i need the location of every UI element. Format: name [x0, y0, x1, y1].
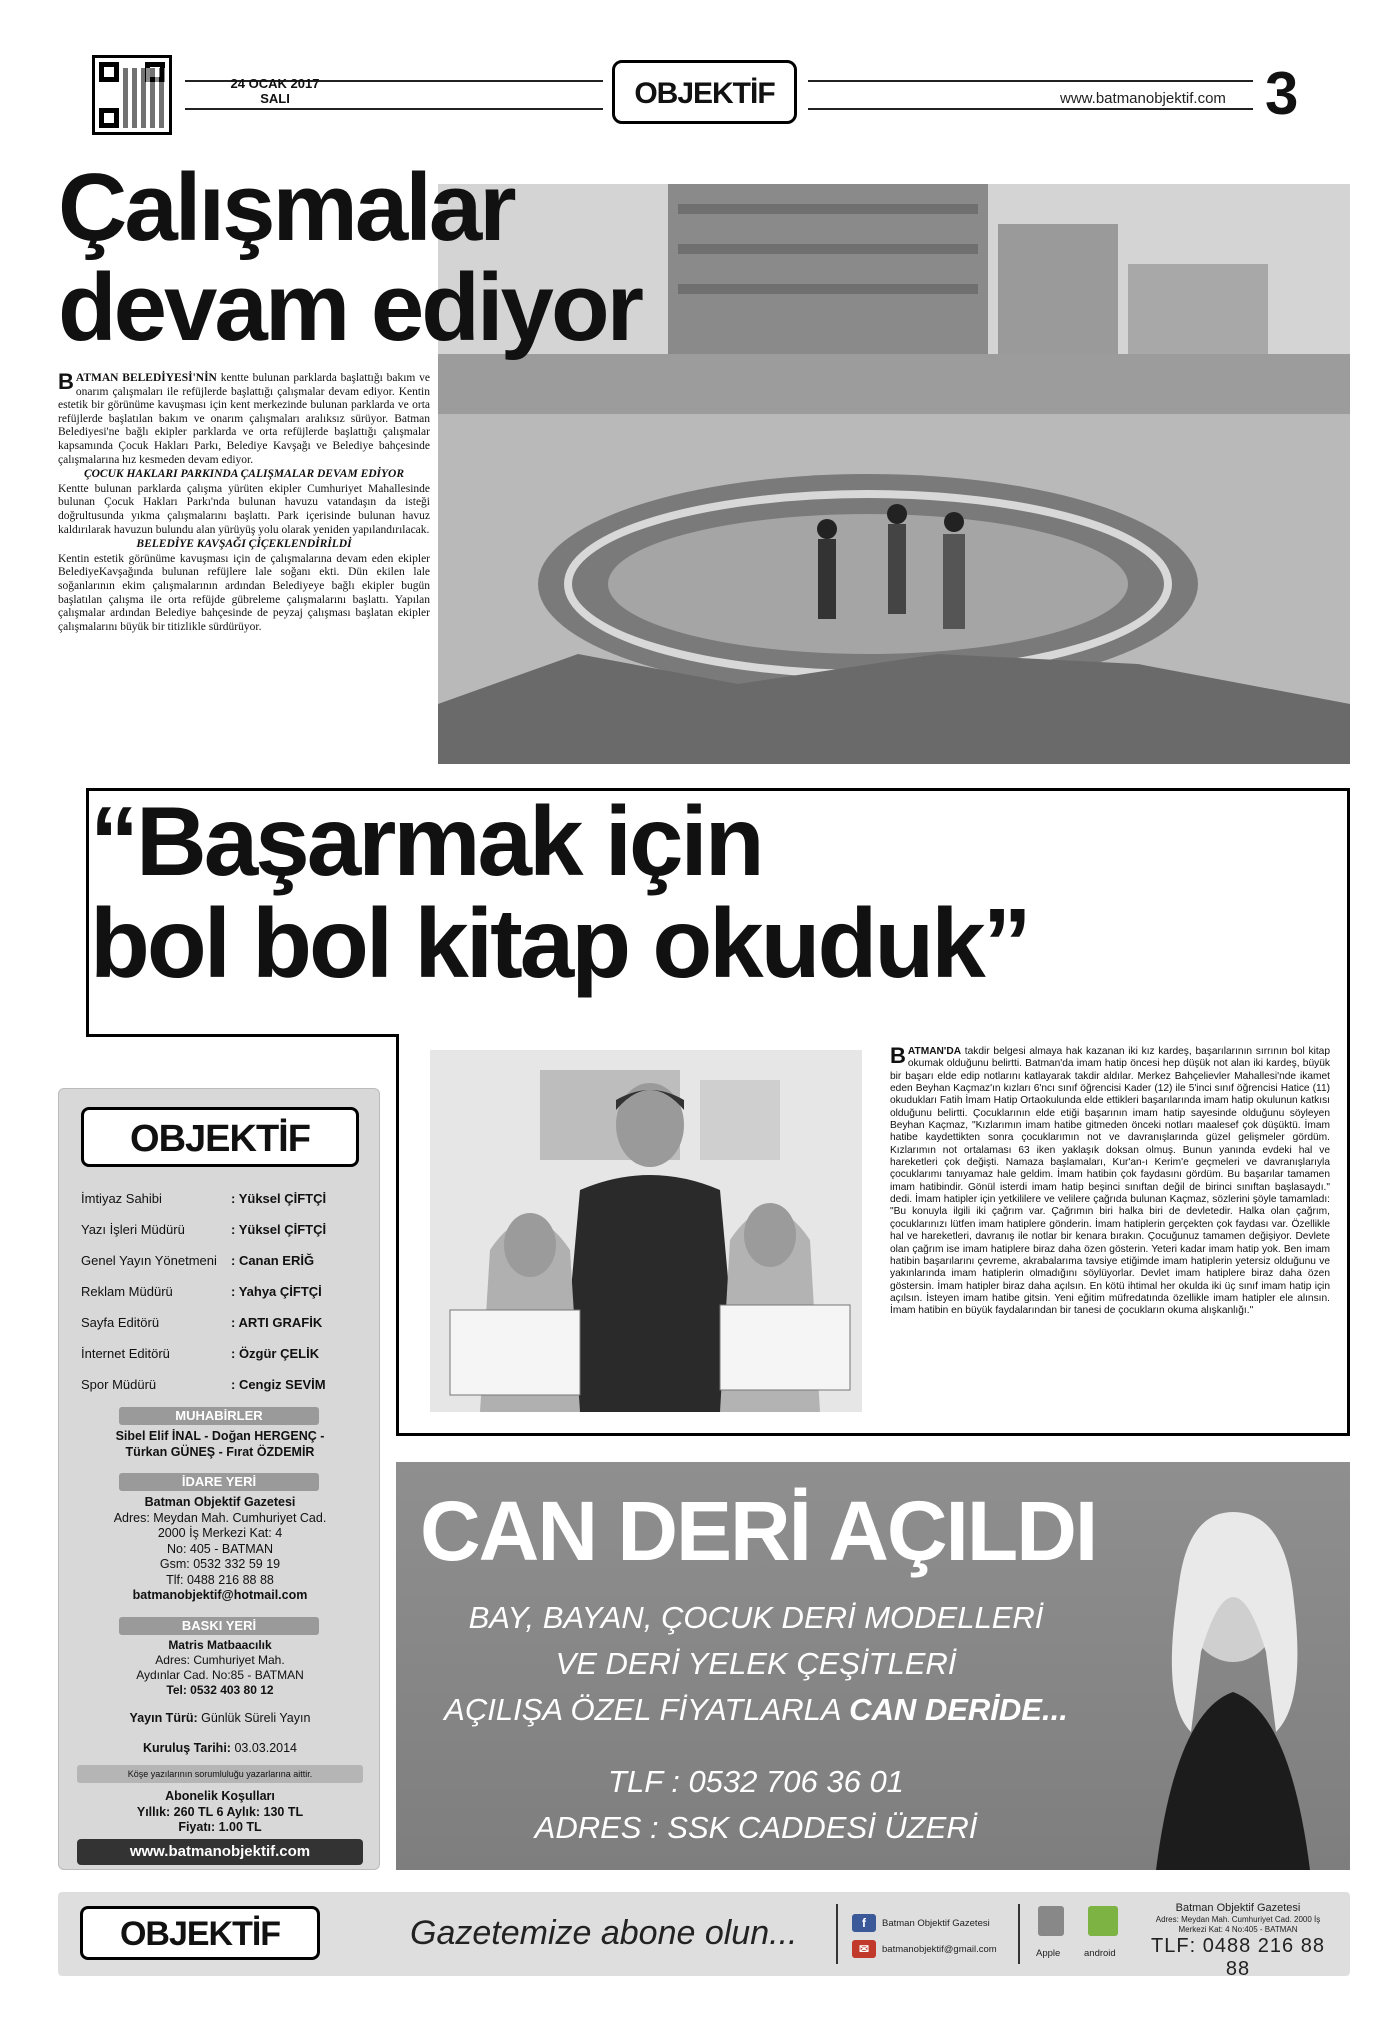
footer-logo[interactable] [80, 1906, 320, 1960]
masthead-section-idare: İDARE YERİ [119, 1473, 319, 1491]
ad-phone: TLF : 0532 706 36 01 [608, 1764, 904, 1799]
masthead-reporters-line: Sibel Elif İNAL - Doğan HERGENÇ - [115, 1429, 325, 1443]
ad-title: CAN DERİ AÇILDI [420, 1484, 1097, 1578]
header-day: SALI [260, 91, 290, 106]
masthead-abonelik-line: Yıllık: 260 TL 6 Aylık: 130 TL [136, 1804, 304, 1819]
footer-slogan: Gazetemize abone olun... [410, 1914, 798, 1952]
family-photo-image [430, 1050, 862, 1412]
masthead-idare-tel: Tlf: 0488 216 88 88 [166, 1572, 274, 1587]
footer-contact-tel: TLF: 0488 216 88 88 [1151, 1935, 1325, 1980]
facebook-icon[interactable]: f [852, 1914, 876, 1932]
qr-corner [99, 108, 119, 128]
masthead-idare-name: Batman Objektif Gazetesi [144, 1495, 296, 1509]
masthead-value: : Özgür ÇELİK [231, 1346, 320, 1361]
ad-line-3 [396, 1692, 1116, 1728]
ad-line-3a: AÇILIŞA ÖZEL FİYATLARLA [444, 1692, 841, 1727]
android-icon[interactable] [1088, 1906, 1118, 1936]
ad-line-2: VE DERİ YELEK ÇEŞİTLERİ [555, 1646, 957, 1681]
masthead-idare-addr: Adres: Meydan Mah. Cumhuriyet Cad. [113, 1510, 327, 1525]
masthead-label: Reklam Müdürü [81, 1284, 173, 1299]
footer-divider [1018, 1904, 1020, 1964]
masthead-label: İmtiyaz Sahibi [81, 1191, 162, 1206]
masthead-row [81, 1253, 371, 1269]
apple-icon[interactable] [1038, 1906, 1064, 1936]
footer-logo-text: OBJEKTİF [119, 1915, 281, 1953]
header-logo-text: OBJEKTİF [634, 77, 775, 110]
article1-title-line2: devam ediyor [58, 254, 641, 361]
article2-title-line1: “Başarmak için [90, 786, 762, 896]
masthead-baski-addr: Adres: Cumhuriyet Mah. [155, 1653, 285, 1667]
article1-p3: Kentin estetik görünüme kavuşması için de çalışmalarına devam eden ekipler BelediyeKavşağında bulunan refüjlere lale soğanı ekti. Dün ekilen lale soğanlarının ekim çalışmalarının ardından Belediyeye bağlı ekipler bugün başlatılan çalışma ile orta refüjde gübreleme çalışmalarını başlattı. Yapılan çalışmalar ardından Belediye bahçesinde de peyzaj çalışması başlatan ekipler çalışmalarını büyük bir titizlikle sürdürüyor. [58, 552, 430, 633]
masthead-idare-gsm: Gsm: 0532 332 59 19 [159, 1557, 281, 1571]
article2-photo [430, 1050, 862, 1412]
masthead-row [81, 1315, 371, 1331]
masthead-yayin-value: Günlük Süreli Yayın [201, 1711, 311, 1725]
article2-title [86, 786, 1350, 998]
qr-corner [99, 62, 119, 82]
article1-p2: Kentte bulunan parklarda çalışma yürüten ekipler Cumhuriyet Mahallesinde bulunan Çocuk Hakları Parkı'nda bulunan havuzu vatandaşın da isteği doğrultusunda yıkma çalışmalarını başlattı. Park içerisinde bulunan havuz kaldırılarak havuzun bulundu alan yürüyüş yolu olarak yeniden yapılandırılacak. [58, 482, 430, 536]
qr-pattern [123, 68, 165, 128]
masthead-row [81, 1284, 371, 1300]
article1-lead: ATMAN BELEDİYESİ'NİN [75, 372, 217, 384]
masthead-abonelik-line: Fiyatı: 1.00 TL [178, 1820, 262, 1834]
footer-apple[interactable]: Apple [1036, 1948, 1061, 1959]
masthead-baski [71, 1638, 369, 1698]
qr-code [92, 55, 172, 135]
masthead-note: Köşe yazılarının sorumluluğu yazarlarına aittir. [77, 1765, 363, 1783]
masthead-label: Spor Müdürü [81, 1377, 157, 1392]
masthead-url[interactable]: www.batmanobjektif.com [77, 1839, 363, 1865]
article1-subheading: ÇOCUK HAKLARI PARKINDA ÇALIŞMALAR DEVAM EDİYOR [83, 468, 405, 481]
masthead-yayin-label: Yayın Türü: [129, 1711, 198, 1725]
ad-line-1: BAY, BAYAN, ÇOCUK DERİ MODELLERİ [468, 1600, 1044, 1635]
footer-bar [58, 1892, 1350, 1980]
masthead-logo-text: OBJEKTİF [130, 1118, 310, 1160]
masthead-abonelik-title: Abonelik Koşulları [165, 1789, 275, 1803]
article1-body [58, 369, 431, 635]
masthead-kurulus-label: Kuruluş Tarihi: [142, 1741, 231, 1755]
masthead-row [81, 1377, 371, 1393]
masthead-baski-addr: Aydınlar Cad. No:85 - BATMAN [136, 1668, 304, 1682]
masthead-yayin [71, 1711, 369, 1727]
article1-title [58, 154, 778, 361]
masthead-kurulus-value: 03.03.2014 [234, 1741, 297, 1755]
header-date-block [225, 76, 325, 106]
footer-contact [1138, 1902, 1338, 1981]
article2-body [890, 1043, 1330, 1318]
page-number: 3 [1265, 60, 1299, 127]
masthead-box [58, 1088, 380, 1870]
masthead-abonelik [71, 1789, 369, 1836]
masthead-value: : Yahya ÇİFTÇİ [231, 1284, 322, 1299]
article1-subheading: BELEDİYE KAVŞAĞI ÇİÇEKLENDİRİLDİ [136, 538, 352, 551]
masthead-section-baski: BASKI YERİ [119, 1617, 319, 1635]
footer-contact-title: Batman Objektif Gazetesi [1175, 1902, 1301, 1914]
masthead-logo [81, 1107, 359, 1167]
masthead-label: Genel Yayın Yönetmeni [81, 1253, 217, 1268]
footer-divider [836, 1904, 838, 1964]
masthead-label: İnternet Editörü [81, 1346, 170, 1361]
footer-email[interactable]: batmanobjektif@gmail.com [882, 1944, 997, 1955]
article2-lead: ATMAN'DA [907, 1046, 962, 1057]
advertisement[interactable] [396, 1462, 1350, 1870]
masthead-row [81, 1191, 371, 1207]
article2-title-line2: bol bol kitap okuduk” [90, 888, 1029, 998]
masthead-label: Sayfa Editörü [81, 1315, 160, 1330]
article1-title-line1: Çalışmalar [58, 154, 514, 261]
ad-address: ADRES : SSK CADDESİ ÜZERİ [534, 1810, 978, 1845]
footer-contact-addr: Adres: Meydan Mah. Cumhuriyet Cad. 2000 İş [1155, 1915, 1321, 1924]
masthead-value: : Yüksel ÇİFTÇİ [231, 1222, 327, 1237]
article2-frame-divider [86, 1034, 399, 1037]
masthead-value: : Cengiz SEVİM [231, 1377, 326, 1392]
masthead-kurulus [71, 1741, 369, 1757]
article2-text: takdir belgesi almaya hak kazanan iki kız kardeş, başarılarının sırrının bol kitap okumak olduğunu belirtti. Batman'da imam hatip öncesi hep düşük not alan iki kardeş, büyük bir başarı elde edip notlarını katlayarak takdir aldılar. Merkez Bahçelievler Mahallesi'nde ikamet eden Beyhan Kaçmaz'ın kızları 6'ncı sınıf öğrencisi Kader (12) ile 5'inci sınıf öğrencisi Hatice (11) okudukları Fatih İmam Hatip Ortaokulunda elde ettikleri başarılarında imam hatip okulunun katkısı olduğunu belirtti. Çocuklarının elde etiği başarının imam hatip sayesinde olduğunu söyleyen Beyhan Kaçmaz, "Kızlarımın imam hatibe gitmeden önceki notları maalesef çok düşüktü. İmam hatibe kaydettikten sonra çocuklarımın not ve davranışlarında güzel gelişmeler gördüm. Kızlarımın not ortalaması 63 iken yaklaşık doksan olmuş. Bunun yanında evdeki hal ve hareketleri çok değişti. Namaza başlamaları, Kur'an-ı Kerim'e geçmeleri ve davranışlarıyla çocuklarımı tanıyamaz hale geldim. İmam hatibin çok faydasını gördüm. Bu başarılar tamamen imam hatibindir. Gönül isterdi imam hatip beşinci sınıftan değil de birinci sınıftan başlasaydı." dedi. İmam hatipler için yetkililere ve velilere çağrıda bulunan Kaçmaz, sözlerini şöyle tamamladı: "Bu konuyla ilgili iki çağrım var. Çağrımın biri halka biri de devletedir. Halka olan çağrım, çocuklarınızı lütfen imam hatiplere gönderin. İmam hatiplerin gerçekten çok faydası var. Özellikle hal ve hareketleri, davranış ile notlar bir kenara bırakın. Çocuğunuz tamamen değişiyor. Devlete olan çağrım ise imam hatiplere biraz daha özen gösterin. Yeteri kadar imam hatip yok. Ben imam hatibin başarılarını çevreme, akrabalarıma tavsiye etiğimde imam hatiplerin yetersiz olduğunu ve yakınlarında imam hatiplerin olmadığını söylüyorlar. Devlet imam hatiplere biraz daha özen göstersin. İmam hatipler biraz daha açılsın. En kötü ihtimal her okulda iki üç sınıf imam hatip için açılsın. İsteyen imam hatibe gitsin. Yeni eğitim müfredatında özellikle imam hatipler ele alınsın. İmam hatibin en büyük faydalarından bir tanesi de çocukların okuma alışkanlığı." [890, 1046, 1330, 1317]
masthead-baski-tel: Tel: 0532 403 80 12 [166, 1683, 274, 1697]
footer-contact-addr: Merkezi Kat: 4 No:405 - BATMAN [1178, 1925, 1298, 1934]
masthead-section-muhabirler: MUHABİRLER [119, 1407, 319, 1425]
footer-facebook[interactable]: Batman Objektif Gazetesi [882, 1918, 990, 1929]
masthead-value: : ARTI GRAFİK [231, 1315, 323, 1330]
article1-paragraph [58, 369, 431, 467]
header-logo[interactable] [612, 60, 797, 124]
header-date: 24 OCAK 2017 [230, 76, 320, 91]
masthead-row [81, 1222, 371, 1238]
masthead-idare-email[interactable]: batmanobjektif@hotmail.com [132, 1588, 308, 1602]
masthead-idare [71, 1495, 369, 1604]
masthead-baski-name: Matris Matbaacılık [168, 1638, 272, 1652]
masthead-reporters [71, 1429, 369, 1460]
header-url[interactable]: www.batmanobjektif.com [1060, 90, 1226, 107]
masthead-reporters-line: Türkan GÜNEŞ - Fırat ÖZDEMİR [125, 1444, 315, 1459]
ad-line-3b: CAN DERİDE... [849, 1692, 1068, 1727]
masthead-idare-addr: 2000 İş Merkezi Kat: 4 [157, 1526, 283, 1540]
masthead-value: : Canan ERİĞ [231, 1253, 315, 1268]
masthead-value: : Yüksel ÇİFTÇİ [231, 1191, 327, 1206]
footer-android[interactable]: android [1084, 1948, 1116, 1959]
model-image [1116, 1482, 1350, 1870]
article2-dropcap: B [890, 1043, 906, 1068]
article1-dropcap: B [58, 369, 74, 394]
article1-p1: kentte bulunan parklarda başlattığı bakım ve onarım çalışmaları ile refüjlerde başlattığı çalışmalar devam ediyor. Kentin estetik bir görünüme kavuşması için kent merkezinde bulunan parklarda ve orta refüjlerde başlatılan bakım ve onarım çalışmaları aralıksız sürüyor. Batman Belediyesi'ne bağlı ekipler parklarda ve orta refüjlerde başlattığı çalışmalar kapsamında Çocuk Hakları Parkı, Belediye Kavşağı ve Belediye bahçesinde çalışmalarına hız kesmeden devam ediyor. [58, 372, 431, 466]
masthead-row [81, 1346, 371, 1362]
mail-icon[interactable]: ✉ [852, 1940, 876, 1958]
masthead-label: Yazı İşleri Müdürü [81, 1222, 185, 1237]
masthead-idare-addr: No: 405 - BATMAN [166, 1541, 274, 1556]
